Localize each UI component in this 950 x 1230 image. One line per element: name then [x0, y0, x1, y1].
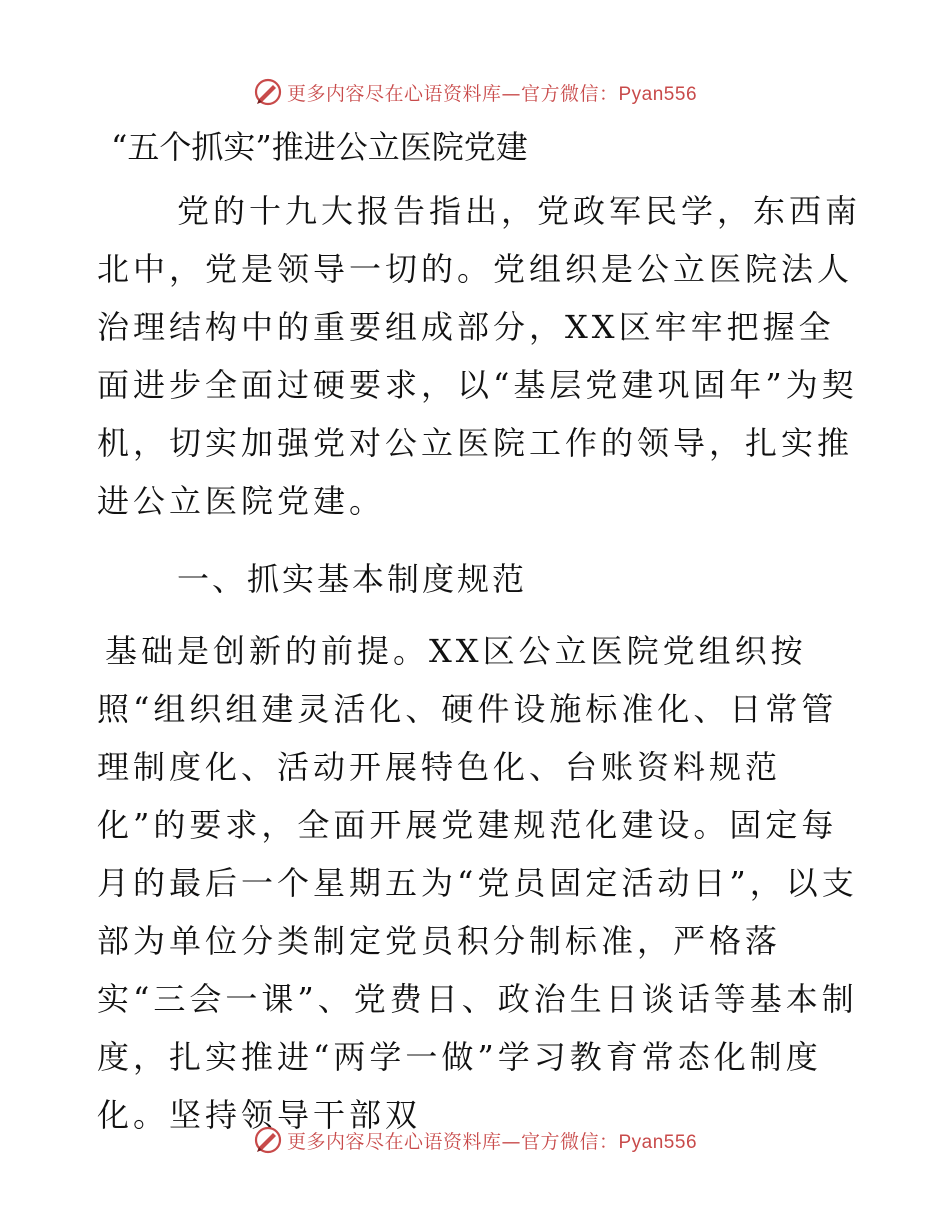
pen-logo-icon: [253, 1125, 283, 1155]
watermark-text: 更多内容尽在心语资料库—官方微信：Pyan556: [286, 82, 698, 105]
section-paragraph: [97, 622, 867, 1144]
document-body: [97, 122, 867, 1144]
intro-paragraph: 党的十九大报告指出，党政军民学，东西南北中，党是领导一切的。党组织是公立医院法人治理结构中的重要组成部分，XX区牢牢把握全面进步全面过硬要求，以“基层党建巩固年”为契机，切实加强党对公立医院工作的领导，扎实推进公立医院党建。: [97, 192, 862, 520]
section-paragraph-lead: 基础是创新的前提。XX区公立医院党组织按: [105, 632, 807, 670]
section-paragraph-body: 照“组织组建灵活化、硬件设施标准化、日常管理制度化、活动开展特色化、台账资料规范化”的要求，全面开展党建规范化建设。固定每月的最后一个星期五为“党员固定活动日”，以支部为单位分类制定党员积分制标准，严格落实“三会一课”、党费日、政治生日谈话等基本制度，扎实推进“两学一做”学习教育常态化制度化。坚持领导干部双: [97, 690, 858, 1134]
section-heading: 一、抓实基本制度规范: [177, 560, 528, 598]
pen-logo-icon: [253, 77, 283, 107]
watermark-text: 更多内容尽在心语资料库—官方微信：Pyan556: [286, 1130, 698, 1153]
document-title: “五个抓实”推进公立医院党建: [111, 128, 528, 166]
watermark-footer: [0, 1120, 950, 1160]
watermark-header: [0, 72, 950, 112]
